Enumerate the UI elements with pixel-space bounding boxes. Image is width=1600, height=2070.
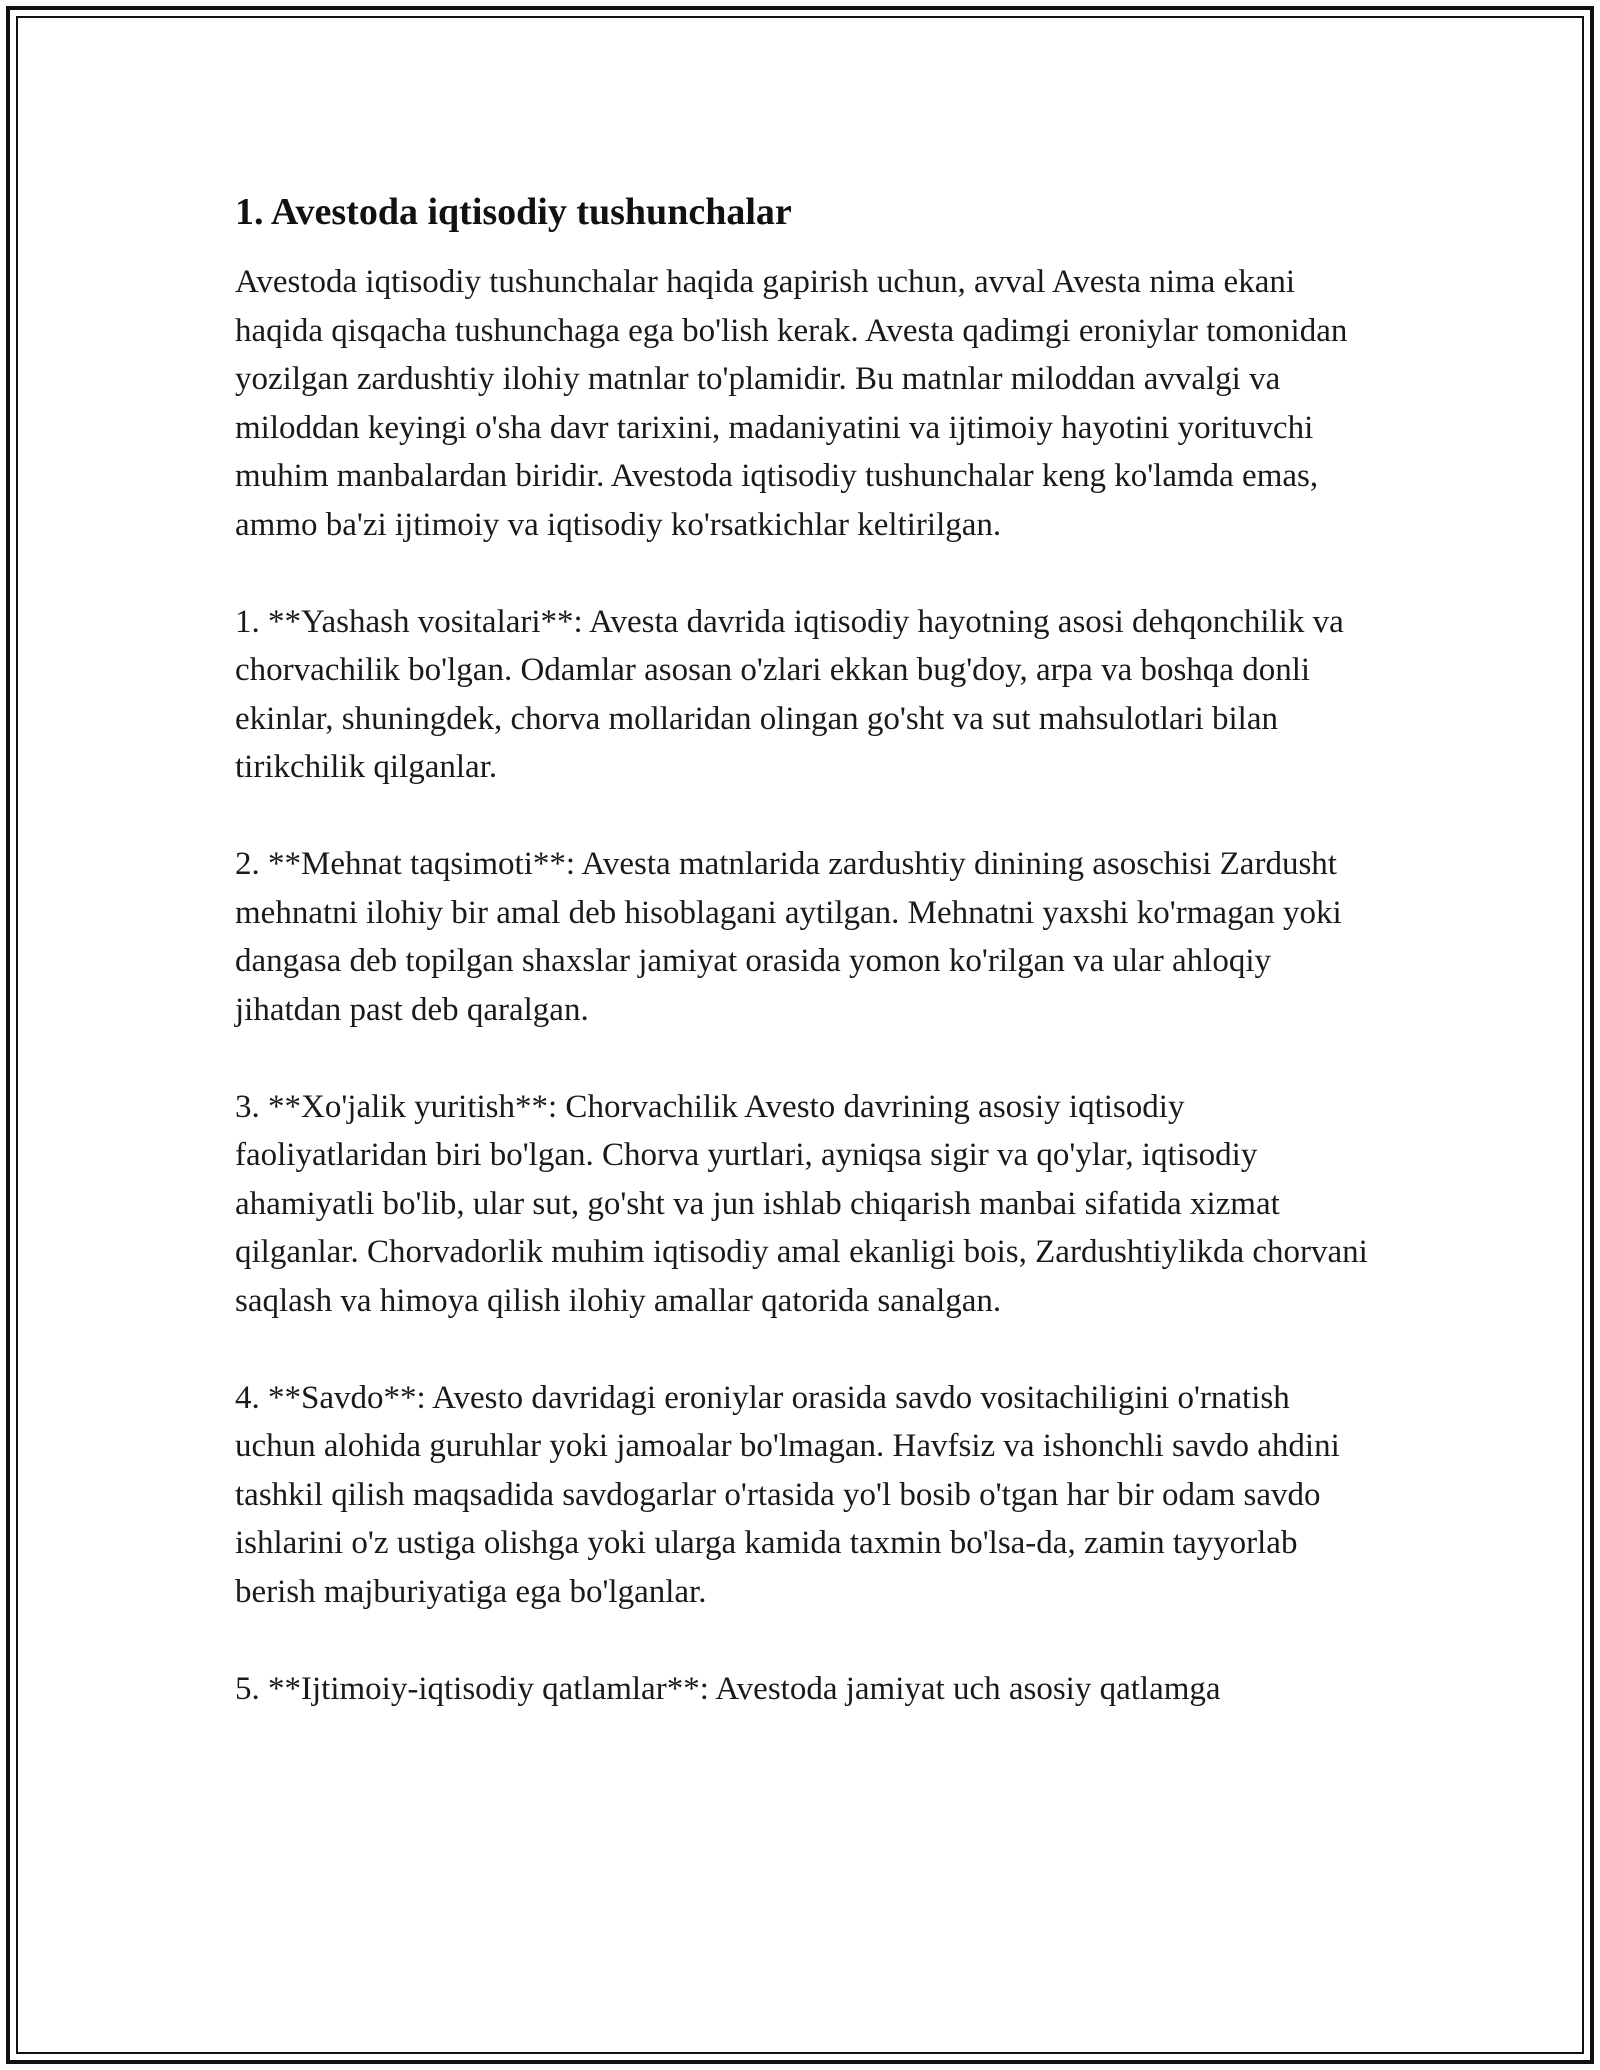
intro-paragraph: Avestoda iqtisodiy tushunchalar haqida gapirish uchun, avval Avesta nima ekani haqida qisqacha tushunchaga ega bo'lish kerak. Avesta qadimgi eroniylar tomonidan yozilgan zardushtiy ilohiy matnlar to'plamidir. Bu matnlar miloddan avvalgi va miloddan keyingi o'sha davr tarixini, madaniyatini va ijtimoiy hayotini yorituvchi muhim manbalardan biridir. Avestoda iqtisodiy tushunchalar keng ko'lamda emas, ammo ba'zi ijtimoiy va iqtisodiy ko'rsatkichlar keltirilgan.: [235, 264, 1348, 543]
list-item-savdo: 4. **Savdo**: Avesto davridagi eroniylar orasida savdo vositachiligini o'rnatish uchun alohida guruhlar yoki jamoalar bo'lmagan. Havfsiz va ishonchli savdo ahdini tashkil qilish maqsadida savdogarlar o'rtasida yo'l bosib o'tgan har bir odam savdo ishlarini o'z ustiga olishga yoki ularga kamida taxmin bo'lsa-da, zamin tayyorlab berish majburiyatiga ega bo'lganlar.: [235, 1379, 1340, 1610]
list-item-mehnat-taqsimoti: 2. **Mehnat taqsimoti**: Avesta matnlarida zardushtiy dinining asoschisi Zardusht mehnatni ilohiy bir amal deb hisoblagani aytilgan. Mehnatni yaxshi ko'rmagan yoki dangasa deb topilgan shaxslar jamiyat orasida yomon ko'rilgan va ular ahloqiy jihatdan past deb qaralgan.: [235, 846, 1342, 1028]
list-item-ijtimoiy-qatlamlar: 5. **Ijtimoiy-iqtisodiy qatlamlar**: Avestoda jamiyat uch asosiy qatlamga: [235, 1670, 1221, 1707]
document-body: [235, 184, 1375, 1762]
list-item-xojalik-yuritish: 3. **Xo'jalik yuritish**: Chorvachilik Avesto davrining asosiy iqtisodiy faoliyatlaridan biri bo'lgan. Chorva yurtlari, ayniqsa sigir va qo'ylar, iqtisodiy ahamiyatli bo'lib, ular sut, go'sht va jun ishlab chiqarish manbai sifatida xizmat qilganlar. Chorvadorlik muhim iqtisodiy amal ekanligi bois, Zardushtiylikda chorvani saqlash va himoya qilish ilohiy amallar qatorida sanalgan.: [235, 1088, 1368, 1319]
list-item-yashash-vositalari: 1. **Yashash vositalari**: Avesta davrida iqtisodiy hayotning asosi dehqonchilik va chorvachilik bo'lgan. Odamlar asosan o'zlari ekkan bug'doy, arpa va boshqa donli ekinlar, shuningdek, chorva mollaridan olingan go'sht va sut mahsulotlari bilan tirikchilik qilganlar.: [235, 603, 1344, 785]
document-heading: 1. Avestoda iqtisodiy tushunchalar: [235, 191, 792, 233]
